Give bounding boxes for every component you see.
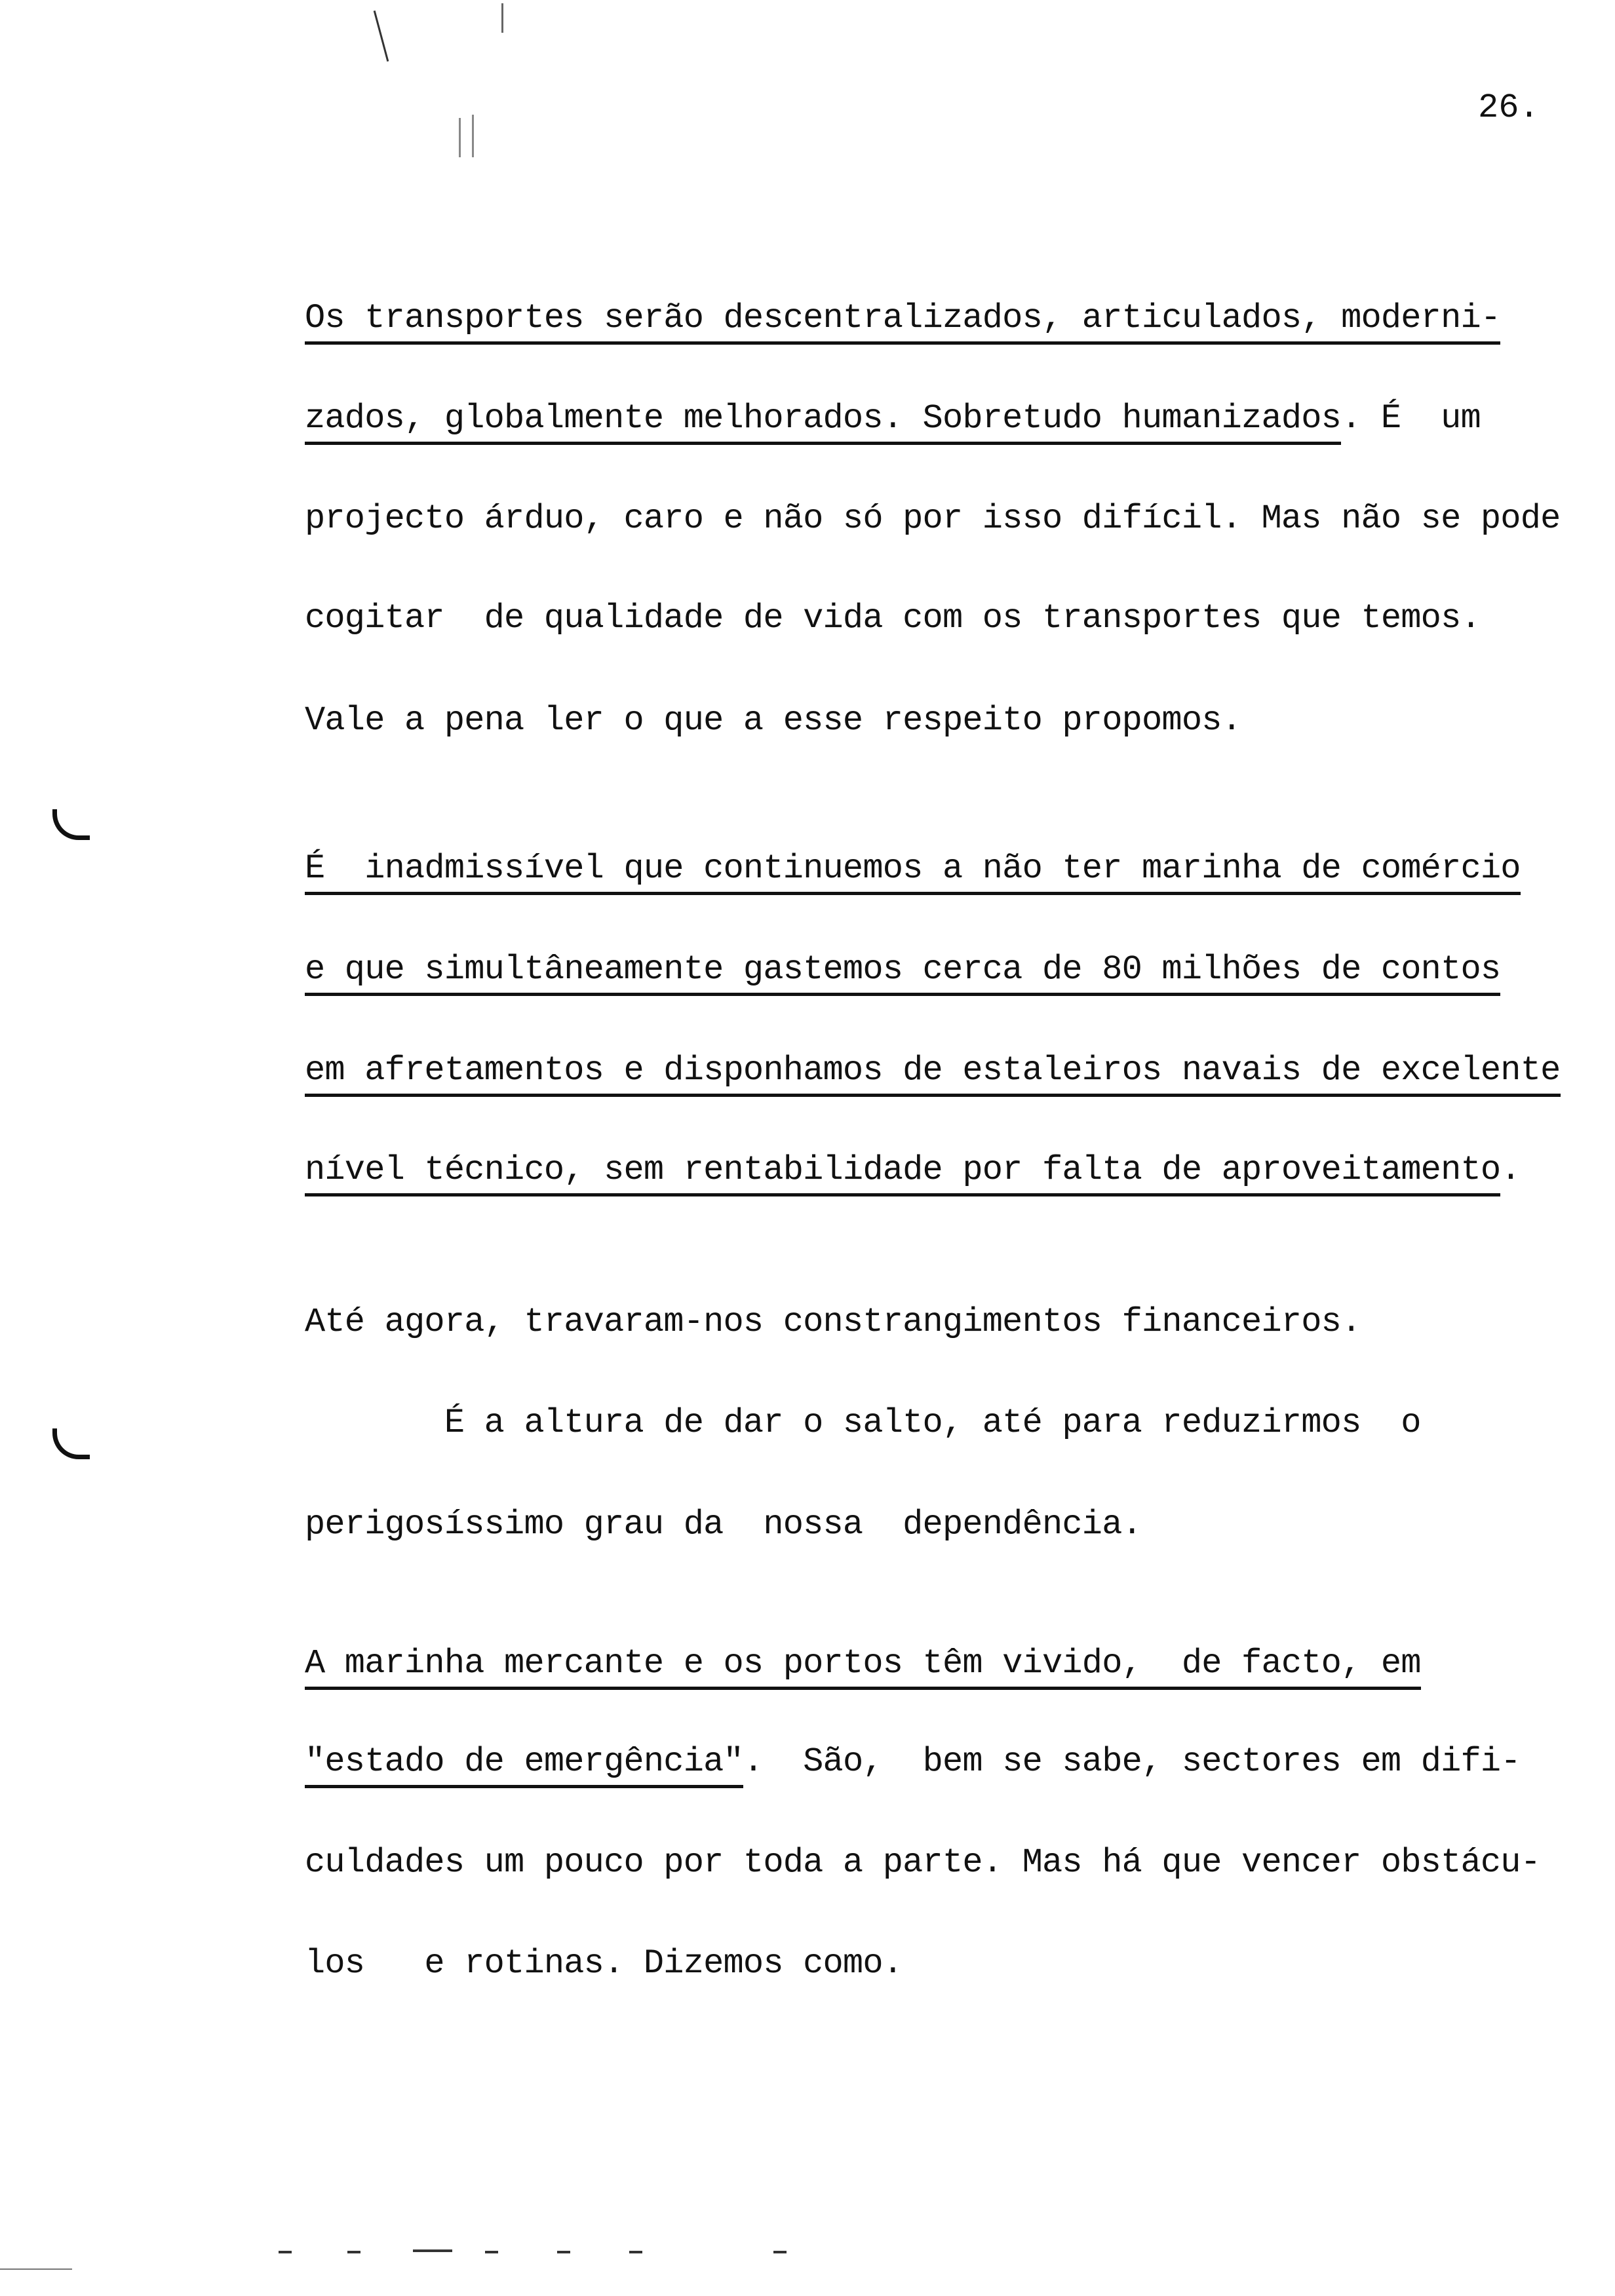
text-line (305, 1051, 1561, 1090)
bottom-dash-mark (773, 2251, 787, 2253)
text-line (305, 1153, 1521, 1187)
underlined-text: em afretamentos e disponhamos de estaleiros navais de excelente (305, 1051, 1561, 1097)
text-line (305, 701, 1242, 740)
text-segment: Até agora, travaram-nos constrangimentos financeiros. (305, 1303, 1361, 1341)
margin-bracket-mark (52, 1428, 90, 1459)
handwritten-scribble (472, 115, 474, 157)
text-segment: projecto árduo, caro e não só por isso difícil. Mas não se pode (305, 499, 1561, 538)
text-line (305, 399, 1481, 438)
text-segment: . São, bem se sabe, sectores em difi- (743, 1742, 1521, 1781)
handwritten-scribble (459, 118, 461, 157)
text-segment: culdades um pouco por toda a parte. Mas há que vencer obstácu- (305, 1843, 1541, 1882)
handwritten-scribble (374, 10, 389, 62)
text-line (305, 849, 1521, 888)
text-segment: . É um (1341, 399, 1481, 438)
bottom-dash-mark (347, 2251, 360, 2253)
text-line (305, 599, 1481, 638)
text-line (305, 950, 1501, 989)
bottom-dash-mark (413, 2249, 452, 2252)
underlined-text: Os transportes serão descentralizados, articulados, moderni- (305, 299, 1500, 345)
underlined-text: É inadmissível que continuemos a não ter marinha de comércio (305, 849, 1521, 895)
page-number: 26. (1478, 88, 1540, 127)
text-line (305, 1644, 1421, 1683)
underlined-text: nível técnico, sem rentabilidade por falta de aproveitamento (305, 1151, 1500, 1196)
bottom-dash-mark (485, 2251, 498, 2253)
text-segment: perigosíssimo grau da nossa dependência. (305, 1505, 1142, 1544)
underlined-text: "estado de emergência" (305, 1742, 743, 1788)
text-line (305, 1742, 1521, 1781)
underlined-text: A marinha mercante e os portos têm vivido, de facto, em (305, 1644, 1421, 1690)
text-segment: cogitar de qualidade de vida com os transportes que temos. (305, 599, 1481, 638)
bottom-dash-mark (557, 2251, 570, 2253)
text-segment: . (1500, 1151, 1521, 1189)
bottom-dash-mark (0, 2268, 72, 2270)
text-line (305, 1406, 1421, 1440)
underlined-text: zados, globalmente melhorados. Sobretudo humanizados (305, 399, 1341, 445)
handwritten-scribble (501, 3, 503, 33)
margin-bracket-mark (52, 809, 90, 840)
text-line (305, 301, 1500, 335)
text-line (305, 1843, 1541, 1882)
bottom-dash-mark (279, 2251, 292, 2253)
text-line (305, 1505, 1142, 1544)
bottom-dash-mark (629, 2251, 642, 2253)
text-segment: los e rotinas. Dizemos como. (305, 1944, 903, 1983)
text-segment: Vale a pena ler o que a esse respeito propomos. (305, 701, 1242, 740)
text-line (305, 1944, 903, 1983)
text-line (305, 1305, 1361, 1339)
underlined-text: e que simultâneamente gastemos cerca de 80 milhões de contos (305, 950, 1500, 996)
text-segment: É a altura de dar o salto, até para reduzirmos o (305, 1404, 1421, 1442)
text-line (305, 499, 1561, 538)
